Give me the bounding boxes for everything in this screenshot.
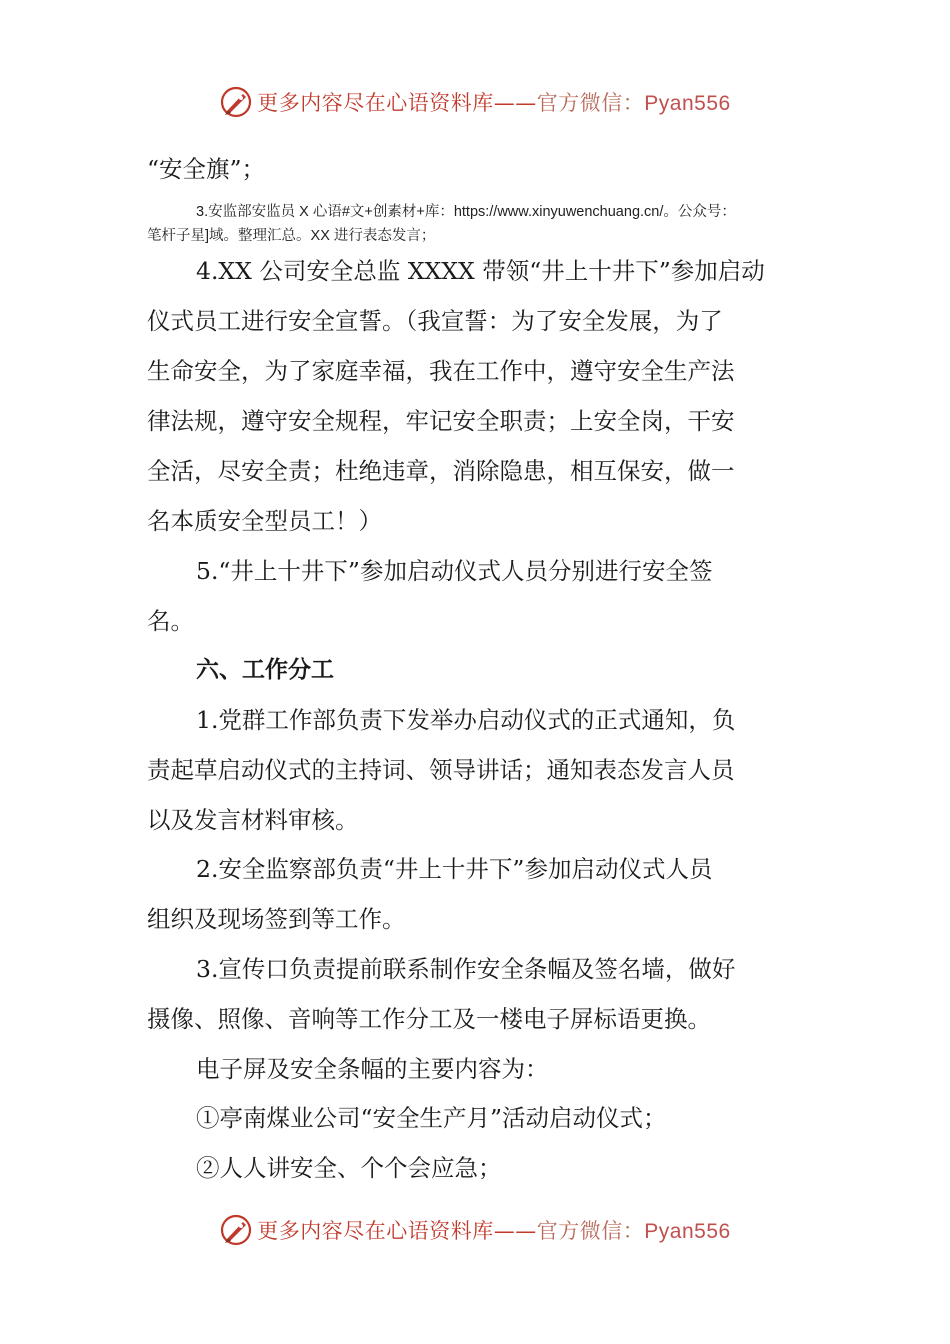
banner-brand: 更多内容尽在心语资料库 (257, 91, 494, 115)
banner-wechat-label: 官方微信： (536, 91, 645, 115)
banner-wechat-id: Pyan556 (644, 92, 731, 115)
text-line-14: 责起草启动仪式的主持词、领导讲话；通知表态发言人员 (147, 756, 735, 784)
text-line-21: ①亭南煤业公司“安全生产月”活动启动仪式； (196, 1104, 667, 1132)
pen-logo-icon (219, 85, 253, 119)
text-line-20: 电子屏及安全条幅的主要内容为： (196, 1055, 549, 1083)
text-line-1: “安全旗”； (147, 155, 266, 183)
text-line-8: 全活，尽安全责；杜绝违章，消除隐患，相互保安，做一 (147, 457, 735, 485)
text-line-22: ②人人讲安全、个个会应急； (196, 1154, 502, 1182)
pen-logo-icon (219, 1213, 253, 1247)
text-line-16: 2.安全监察部负责“井上十井下”参加启动仪式人员 (196, 855, 713, 883)
text-line-19: 摄像、照像、音响等工作分工及一楼电子屏标语更换。 (147, 1005, 711, 1033)
banner-brand: 更多内容尽在心语资料库 (257, 1219, 494, 1243)
section-heading: 六、工作分工 (196, 657, 334, 683)
banner-dash: —— (493, 91, 537, 115)
text-line-15: 以及发言材料审核。 (147, 806, 359, 834)
text-line-11: 名。 (147, 607, 194, 635)
footer-banner (0, 1210, 950, 1250)
text-line-4: 4.XX 公司安全总监 XXXX 带领“井上十井下”参加启动 (196, 257, 765, 285)
small-text-line-3: 笔杆子星]域。整理汇总。XX 进行表态发言； (147, 228, 436, 244)
banner-text (257, 87, 730, 117)
banner-wechat-label: 官方微信： (536, 1219, 645, 1243)
text-line-5: 仪式员工进行安全宣誓。（我宣誓：为了安全发展，为了 (147, 307, 723, 335)
text-line-17: 组织及现场签到等工作。 (147, 905, 406, 933)
text-line-10: 5.“井上十井下”参加启动仪式人员分别进行安全签 (196, 557, 713, 585)
text-line-13: 1.党群工作部负责下发举办启动仪式的正式通知，负 (196, 706, 736, 734)
text-line-7: 律法规，遵守安全规程，牢记安全职责；上安全岗，干安 (147, 407, 735, 435)
small-text-line-2: 3.安监部安监员 X 心语#文+创素材+库：https://www.xinyuwenchuang.cn/。公众号： (196, 204, 736, 220)
text-line-18: 3.宣传口负责提前联系制作安全条幅及签名墙，做好 (196, 955, 736, 983)
banner-wechat-id: Pyan556 (644, 1220, 731, 1243)
banner-text (257, 1215, 730, 1245)
text-line-6: 生命安全，为了家庭幸福，我在工作中，遵守安全生产法 (147, 357, 735, 385)
text-line-9: 名本质安全型员工！） (147, 507, 382, 535)
banner-dash: —— (493, 1219, 537, 1243)
header-banner (0, 82, 950, 122)
